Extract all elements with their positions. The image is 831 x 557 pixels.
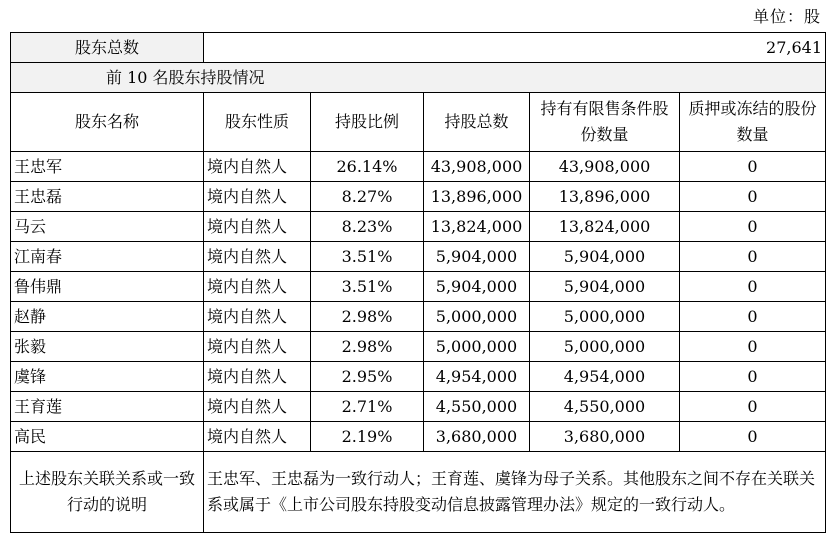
table-cell: 8.27% — [311, 182, 424, 212]
total-shareholders-row — [11, 33, 826, 63]
table-cell: 0 — [680, 392, 826, 422]
table-cell: 2.19% — [311, 422, 424, 452]
table-row — [11, 422, 826, 452]
table-cell: 境内自然人 — [204, 392, 311, 422]
table-cell: 境内自然人 — [204, 362, 311, 392]
table-cell: 虞锋 — [11, 362, 204, 392]
section-title: 前 10 名股东持股情况 — [11, 63, 826, 93]
table-cell: 0 — [680, 182, 826, 212]
table-cell: 2.98% — [311, 302, 424, 332]
table-cell: 0 — [680, 212, 826, 242]
table-cell: 26.14% — [311, 152, 424, 182]
table-cell: 境内自然人 — [204, 212, 311, 242]
table-cell: 4,954,000 — [424, 362, 530, 392]
table-cell: 5,000,000 — [424, 332, 530, 362]
table-row — [11, 212, 826, 242]
table-cell: 境内自然人 — [204, 242, 311, 272]
table-cell: 2.95% — [311, 362, 424, 392]
table-cell: 境内自然人 — [204, 152, 311, 182]
note-label: 上述股东关联关系或一致行动的说明 — [11, 452, 204, 533]
unit-label: 单位：股 — [752, 7, 821, 26]
note-text: 王忠军、王忠磊为一致行动人；王育莲、虞锋为母子关系。其他股东之间不存在关联关系或属于《上市公司股东持股变动信息披露管理办法》规定的一致行动人。 — [204, 452, 826, 533]
table-cell: 5,000,000 — [424, 302, 530, 332]
table-row — [11, 182, 826, 212]
column-header: 质押或冻结的股份数量 — [680, 93, 826, 152]
table-cell: 境内自然人 — [204, 182, 311, 212]
table-cell: 2.98% — [311, 332, 424, 362]
table-cell: 13,824,000 — [424, 212, 530, 242]
column-header: 股东名称 — [11, 93, 204, 152]
table-cell: 高民 — [11, 422, 204, 452]
table-cell: 王忠磊 — [11, 182, 204, 212]
table-cell: 5,904,000 — [424, 242, 530, 272]
table-row — [11, 242, 826, 272]
column-header-row — [11, 93, 826, 152]
table-cell: 3,680,000 — [424, 422, 530, 452]
table-cell: 马云 — [11, 212, 204, 242]
table-cell: 3.51% — [311, 242, 424, 272]
table-body — [11, 152, 826, 452]
table-cell: 3,680,000 — [530, 422, 680, 452]
table-cell: 5,904,000 — [530, 272, 680, 302]
column-header: 持有有限售条件股份数量 — [530, 93, 680, 152]
table-cell: 13,824,000 — [530, 212, 680, 242]
table-cell: 境内自然人 — [204, 332, 311, 362]
table-cell: 境内自然人 — [204, 272, 311, 302]
table-cell: 鲁伟鼎 — [11, 272, 204, 302]
table-cell: 5,000,000 — [530, 332, 680, 362]
table-cell: 43,908,000 — [424, 152, 530, 182]
column-header: 股东性质 — [204, 93, 311, 152]
table-cell: 13,896,000 — [530, 182, 680, 212]
table-cell: 0 — [680, 272, 826, 302]
table-cell: 5,000,000 — [530, 302, 680, 332]
section-title-row — [11, 63, 826, 93]
table-cell: 张毅 — [11, 332, 204, 362]
total-shareholders-value: 27,641 — [204, 33, 826, 63]
table-cell: 13,896,000 — [424, 182, 530, 212]
table-cell: 0 — [680, 332, 826, 362]
table-cell: 8.23% — [311, 212, 424, 242]
table-cell: 赵静 — [11, 302, 204, 332]
table-cell: 5,904,000 — [424, 272, 530, 302]
table-cell: 0 — [680, 302, 826, 332]
table-cell: 43,908,000 — [530, 152, 680, 182]
table-cell: 境内自然人 — [204, 422, 311, 452]
note-row — [11, 452, 826, 533]
table-cell: 王忠军 — [11, 152, 204, 182]
table-cell: 5,904,000 — [530, 242, 680, 272]
table-cell: 2.71% — [311, 392, 424, 422]
total-shareholders-label: 股东总数 — [11, 33, 204, 63]
table-cell: 0 — [680, 422, 826, 452]
table-row — [11, 272, 826, 302]
table-cell: 王育莲 — [11, 392, 204, 422]
table-row — [11, 332, 826, 362]
column-header: 持股比例 — [311, 93, 424, 152]
shareholder-table — [10, 32, 826, 533]
table-row — [11, 152, 826, 182]
column-header: 持股总数 — [424, 93, 530, 152]
table-cell: 4,550,000 — [530, 392, 680, 422]
table-cell: 3.51% — [311, 272, 424, 302]
table-cell: 0 — [680, 152, 826, 182]
table-cell: 0 — [680, 242, 826, 272]
table-row — [11, 302, 826, 332]
table-row — [11, 362, 826, 392]
table-cell: 4,954,000 — [530, 362, 680, 392]
table-row — [11, 392, 826, 422]
table-cell: 境内自然人 — [204, 302, 311, 332]
table-cell: 4,550,000 — [424, 392, 530, 422]
table-cell: 0 — [680, 362, 826, 392]
table-cell: 江南春 — [11, 242, 204, 272]
